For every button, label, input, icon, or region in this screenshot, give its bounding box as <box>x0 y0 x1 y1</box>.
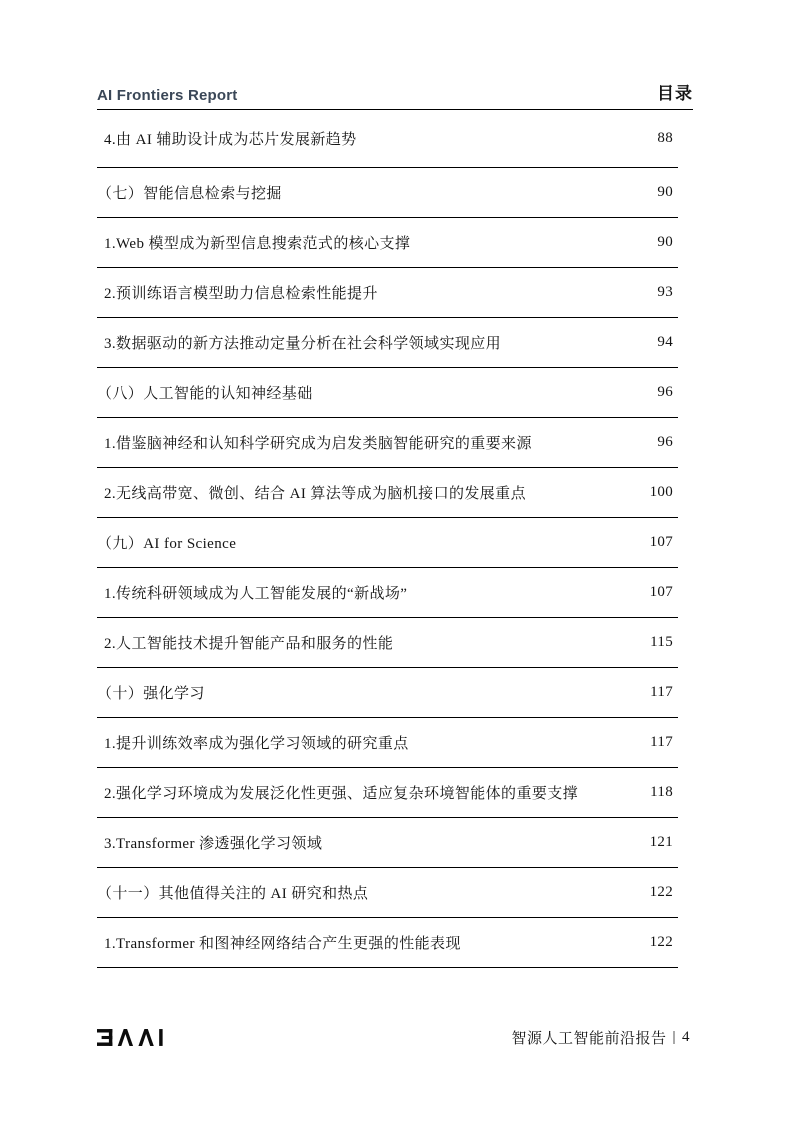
toc-entry[interactable] <box>97 418 678 468</box>
toc-entry-label: （八）人工智能的认知神经基础 <box>97 386 313 402</box>
toc-entry-label: 1.Transformer 和图神经网络结合产生更强的性能表现 <box>104 936 461 952</box>
footer-report-name: 智源人工智能前沿报告 <box>511 1030 667 1047</box>
toc-entry[interactable] <box>97 468 678 518</box>
toc-entry-label: （七）智能信息检索与挖掘 <box>97 186 282 202</box>
toc-entry[interactable] <box>97 518 678 568</box>
toc-entry-page: 118 <box>650 784 673 800</box>
toc-entry[interactable] <box>97 718 678 768</box>
toc-entry-label: 1.Web 模型成为新型信息搜索范式的核心支撑 <box>104 236 411 252</box>
toc-entry[interactable] <box>97 368 678 418</box>
toc-entry[interactable] <box>97 818 678 868</box>
footer-divider: | <box>672 1028 676 1045</box>
toc-entry-label: （十一）其他值得关注的 AI 研究和热点 <box>97 886 369 902</box>
toc-entry-page: 94 <box>657 334 673 350</box>
toc-entry-page: 107 <box>649 534 673 550</box>
toc-entry-page: 96 <box>657 384 673 400</box>
toc-entry-label: 4.由 AI 辅助设计成为芯片发展新趋势 <box>104 132 357 148</box>
toc-entry-page: 88 <box>657 130 673 146</box>
toc-entry[interactable] <box>97 268 678 318</box>
toc-entry-page: 117 <box>650 734 673 750</box>
toc-entry[interactable] <box>97 868 678 918</box>
toc-entry-label: 1.传统科研领域成为人工智能发展的“新战场” <box>104 586 408 602</box>
toc-entry-page: 90 <box>657 184 673 200</box>
baai-logo-icon <box>97 1029 163 1046</box>
toc-entry[interactable] <box>97 918 678 968</box>
toc-entry[interactable] <box>97 568 678 618</box>
toc-entry[interactable] <box>97 668 678 718</box>
toc-entry-label: 3.数据驱动的新方法推动定量分析在社会科学领域实现应用 <box>104 336 502 352</box>
toc-entry-page: 93 <box>657 284 673 300</box>
toc-entry-label: 2.预训练语言模型助力信息检索性能提升 <box>104 286 378 302</box>
toc-entry[interactable] <box>97 768 678 818</box>
report-title: AI Frontiers Report <box>97 87 238 104</box>
toc-entry-page: 107 <box>649 584 673 600</box>
toc-entry[interactable] <box>97 618 678 668</box>
toc-entry[interactable] <box>97 110 678 168</box>
toc-entry-page: 117 <box>650 684 673 700</box>
toc-entry[interactable] <box>97 318 678 368</box>
toc-page-label: 目录 <box>657 84 693 103</box>
toc-entry-label: 3.Transformer 渗透强化学习领域 <box>104 836 323 852</box>
page-footer <box>97 1022 690 1052</box>
toc-entry-page: 96 <box>657 434 673 450</box>
toc-entry-page: 90 <box>657 234 673 250</box>
footer-report-info <box>511 1027 690 1048</box>
table-of-contents <box>97 110 678 968</box>
toc-entry-page: 115 <box>650 634 673 650</box>
toc-entry-label: 1.提升训练效率成为强化学习领域的研究重点 <box>104 736 409 752</box>
toc-entry-label: 2.无线高带宽、微创、结合 AI 算法等成为脑机接口的发展重点 <box>104 486 526 502</box>
toc-entry-page: 122 <box>649 884 673 900</box>
toc-entry[interactable] <box>97 168 678 218</box>
toc-entry-page: 121 <box>649 834 673 850</box>
toc-entry-label: 2.强化学习环境成为发展泛化性更强、适应复杂环境智能体的重要支撑 <box>104 786 579 802</box>
toc-entry-label: （十）强化学习 <box>97 686 205 702</box>
page-header <box>97 84 693 110</box>
toc-entry-page: 100 <box>649 484 673 500</box>
toc-entry-label: 1.借鉴脑神经和认知科学研究成为启发类脑智能研究的重要来源 <box>104 436 532 452</box>
toc-entry[interactable] <box>97 218 678 268</box>
toc-entry-label: （九）AI for Science <box>97 536 237 552</box>
toc-entry-page: 122 <box>649 934 673 950</box>
toc-entry-label: 2.人工智能技术提升智能产品和服务的性能 <box>104 636 394 652</box>
footer-page-number: 4 <box>682 1028 690 1045</box>
